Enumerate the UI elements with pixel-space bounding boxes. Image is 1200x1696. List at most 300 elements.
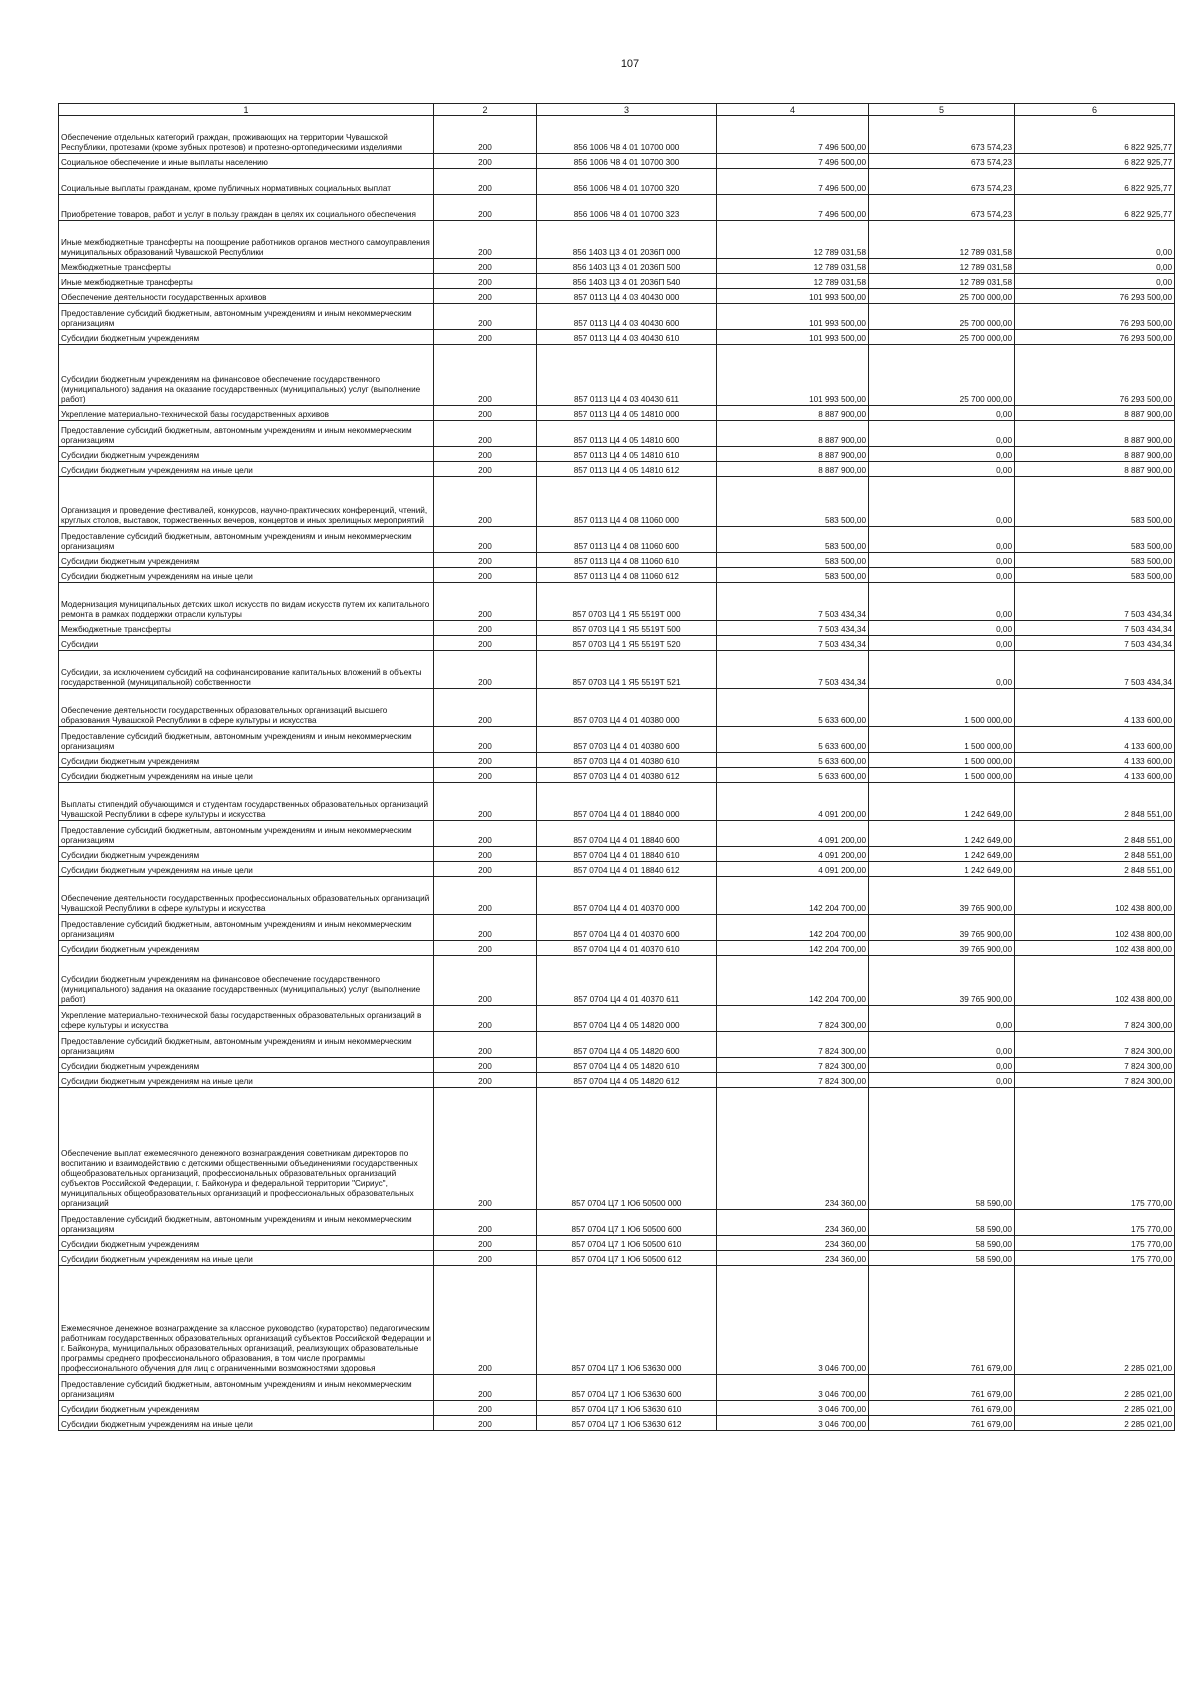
row-remaining-cell: 6 822 925,77 (1015, 116, 1175, 154)
row-code-cell: 857 0113 Ц4 4 03 40430 611 (537, 345, 717, 406)
row-remaining-cell: 102 438 800,00 (1015, 956, 1175, 1006)
row-remaining-cell: 583 500,00 (1015, 568, 1175, 583)
row-remaining-cell: 7 503 434,34 (1015, 651, 1175, 689)
row-remaining-cell: 2 848 551,00 (1015, 821, 1175, 847)
row-column2-cell: 200 (434, 274, 537, 289)
row-executed-cell: 12 789 031,58 (869, 221, 1015, 259)
row-executed-cell: 673 574,23 (869, 169, 1015, 195)
row-column2-cell: 200 (434, 477, 537, 527)
row-approved-cell: 3 046 700,00 (717, 1266, 869, 1375)
row-column2-cell: 200 (434, 345, 537, 406)
row-name-cell: Межбюджетные трансферты (59, 621, 434, 636)
row-code-cell: 857 0704 Ц4 4 01 18840 000 (537, 783, 717, 821)
row-code-cell: 857 0704 Ц7 1 Ю6 53630 600 (537, 1375, 717, 1401)
row-approved-cell: 234 360,00 (717, 1236, 869, 1251)
row-column2-cell: 200 (434, 1401, 537, 1416)
table-row (59, 1073, 1175, 1088)
budget-execution-table (58, 103, 1175, 1431)
row-approved-cell: 101 993 500,00 (717, 304, 869, 330)
row-executed-cell: 39 765 900,00 (869, 915, 1015, 941)
row-code-cell: 857 0704 Ц4 4 01 18840 600 (537, 821, 717, 847)
row-name-cell: Субсидии бюджетным учреждениям (59, 941, 434, 956)
table-row (59, 783, 1175, 821)
row-name-cell: Предоставление субсидий бюджетным, автономным учреждениям и иным некоммерческим организациям (59, 527, 434, 553)
row-executed-cell: 0,00 (869, 553, 1015, 568)
row-approved-cell: 4 091 200,00 (717, 862, 869, 877)
row-approved-cell: 142 204 700,00 (717, 915, 869, 941)
row-approved-cell: 583 500,00 (717, 553, 869, 568)
row-code-cell: 856 1403 Ц3 4 01 2036П 540 (537, 274, 717, 289)
table-row (59, 621, 1175, 636)
row-name-cell: Организация и проведение фестивалей, конкурсов, научно-практических конференций, чтений, круглых столов, выставок, торжественных вечеров, концертов и иных зрелищных мероприятий (59, 477, 434, 527)
row-column2-cell: 200 (434, 553, 537, 568)
row-executed-cell: 58 590,00 (869, 1210, 1015, 1236)
row-executed-cell: 0,00 (869, 1032, 1015, 1058)
row-name-cell: Предоставление субсидий бюджетным, автономным учреждениям и иным некоммерческим организациям (59, 1375, 434, 1401)
row-remaining-cell: 102 438 800,00 (1015, 915, 1175, 941)
row-code-cell: 857 0703 Ц4 1 Я5 5519Т 521 (537, 651, 717, 689)
table-row (59, 1088, 1175, 1210)
row-approved-cell: 7 824 300,00 (717, 1058, 869, 1073)
row-column2-cell: 200 (434, 1375, 537, 1401)
row-approved-cell: 7 496 500,00 (717, 169, 869, 195)
row-code-cell: 857 0703 Ц4 1 Я5 5519Т 500 (537, 621, 717, 636)
row-executed-cell: 0,00 (869, 447, 1015, 462)
row-name-cell: Субсидии бюджетным учреждениям на иные цели (59, 1416, 434, 1431)
row-remaining-cell: 102 438 800,00 (1015, 877, 1175, 915)
column-header-5: 5 (869, 104, 1015, 116)
row-name-cell: Предоставление субсидий бюджетным, автономным учреждениям и иным некоммерческим организациям (59, 1210, 434, 1236)
row-code-cell: 857 0703 Ц4 1 Я5 5519Т 000 (537, 583, 717, 621)
table-row (59, 289, 1175, 304)
row-name-cell: Обеспечение деятельности государственных архивов (59, 289, 434, 304)
table-row (59, 406, 1175, 421)
row-executed-cell: 39 765 900,00 (869, 877, 1015, 915)
row-name-cell: Обеспечение деятельности государственных образовательных организаций высшего образования Чувашской Республики в сфере культуры и искусства (59, 689, 434, 727)
row-executed-cell: 12 789 031,58 (869, 259, 1015, 274)
row-remaining-cell: 7 503 434,34 (1015, 583, 1175, 621)
row-approved-cell: 142 204 700,00 (717, 877, 869, 915)
row-remaining-cell: 2 285 021,00 (1015, 1375, 1175, 1401)
row-code-cell: 857 0703 Ц4 4 01 40380 610 (537, 753, 717, 768)
table-row (59, 527, 1175, 553)
row-column2-cell: 200 (434, 169, 537, 195)
row-remaining-cell: 8 887 900,00 (1015, 421, 1175, 447)
row-remaining-cell: 2 848 551,00 (1015, 847, 1175, 862)
row-remaining-cell: 7 503 434,34 (1015, 636, 1175, 651)
row-column2-cell: 200 (434, 1236, 537, 1251)
row-approved-cell: 7 503 434,34 (717, 636, 869, 651)
row-code-cell: 857 0113 Ц4 4 05 14810 610 (537, 447, 717, 462)
row-name-cell: Субсидии бюджетным учреждениям (59, 1236, 434, 1251)
row-name-cell: Социальные выплаты гражданам, кроме публичных нормативных социальных выплат (59, 169, 434, 195)
row-remaining-cell: 2 285 021,00 (1015, 1416, 1175, 1431)
row-remaining-cell: 4 133 600,00 (1015, 727, 1175, 753)
row-approved-cell: 142 204 700,00 (717, 941, 869, 956)
column-header-1: 1 (59, 104, 434, 116)
row-column2-cell: 200 (434, 1210, 537, 1236)
row-approved-cell: 12 789 031,58 (717, 221, 869, 259)
row-column2-cell: 200 (434, 406, 537, 421)
row-executed-cell: 1 242 649,00 (869, 783, 1015, 821)
row-code-cell: 857 0113 Ц4 4 08 11060 000 (537, 477, 717, 527)
table-row (59, 304, 1175, 330)
row-remaining-cell: 583 500,00 (1015, 553, 1175, 568)
row-remaining-cell: 175 770,00 (1015, 1236, 1175, 1251)
table-row (59, 1032, 1175, 1058)
table-row (59, 553, 1175, 568)
table-row (59, 753, 1175, 768)
row-column2-cell: 200 (434, 1073, 537, 1088)
row-executed-cell: 1 242 649,00 (869, 847, 1015, 862)
row-approved-cell: 8 887 900,00 (717, 462, 869, 477)
row-code-cell: 857 0113 Ц4 4 05 14810 000 (537, 406, 717, 421)
row-remaining-cell: 175 770,00 (1015, 1088, 1175, 1210)
row-executed-cell: 0,00 (869, 651, 1015, 689)
row-code-cell: 857 0703 Ц4 1 Я5 5519Т 520 (537, 636, 717, 651)
row-name-cell: Приобретение товаров, работ и услуг в пользу граждан в целях их социального обеспечения (59, 195, 434, 221)
column-header-6: 6 (1015, 104, 1175, 116)
row-code-cell: 857 0704 Ц7 1 Ю6 50500 612 (537, 1251, 717, 1266)
row-code-cell: 857 0703 Ц4 4 01 40380 600 (537, 727, 717, 753)
row-approved-cell: 5 633 600,00 (717, 727, 869, 753)
row-code-cell: 857 0704 Ц4 4 01 40370 000 (537, 877, 717, 915)
row-column2-cell: 200 (434, 447, 537, 462)
row-approved-cell: 7 503 434,34 (717, 621, 869, 636)
row-name-cell: Субсидии бюджетным учреждениям на финансовое обеспечение государственного (муниципального) задания на оказание государственных (муниципальных) услуг (выполнение работ) (59, 956, 434, 1006)
row-code-cell: 856 1403 Ц3 4 01 2036П 000 (537, 221, 717, 259)
row-remaining-cell: 76 293 500,00 (1015, 330, 1175, 345)
row-remaining-cell: 76 293 500,00 (1015, 345, 1175, 406)
row-approved-cell: 101 993 500,00 (717, 345, 869, 406)
row-column2-cell: 200 (434, 915, 537, 941)
row-approved-cell: 8 887 900,00 (717, 421, 869, 447)
row-column2-cell: 200 (434, 877, 537, 915)
table-row (59, 462, 1175, 477)
row-executed-cell: 0,00 (869, 1058, 1015, 1073)
row-code-cell: 857 0113 Ц4 4 08 11060 612 (537, 568, 717, 583)
row-remaining-cell: 6 822 925,77 (1015, 169, 1175, 195)
table-row (59, 154, 1175, 169)
table-row (59, 195, 1175, 221)
row-approved-cell: 4 091 200,00 (717, 783, 869, 821)
row-approved-cell: 8 887 900,00 (717, 406, 869, 421)
row-column2-cell: 200 (434, 583, 537, 621)
table-row (59, 583, 1175, 621)
row-executed-cell: 1 242 649,00 (869, 862, 1015, 877)
table-row (59, 768, 1175, 783)
row-column2-cell: 200 (434, 956, 537, 1006)
table-row (59, 169, 1175, 195)
row-name-cell: Субсидии бюджетным учреждениям (59, 753, 434, 768)
table-row (59, 1058, 1175, 1073)
row-column2-cell: 200 (434, 941, 537, 956)
row-name-cell: Субсидии, за исключением субсидий на софинансирование капитальных вложений в объекты государственной (муниципальной) собственности (59, 651, 434, 689)
row-code-cell: 857 0113 Ц4 4 03 40430 610 (537, 330, 717, 345)
row-executed-cell: 0,00 (869, 636, 1015, 651)
row-remaining-cell: 8 887 900,00 (1015, 406, 1175, 421)
row-executed-cell: 58 590,00 (869, 1251, 1015, 1266)
row-column2-cell: 200 (434, 847, 537, 862)
row-code-cell: 857 0704 Ц4 4 01 40370 600 (537, 915, 717, 941)
row-code-cell: 857 0704 Ц4 4 01 18840 610 (537, 847, 717, 862)
row-approved-cell: 8 887 900,00 (717, 447, 869, 462)
row-column2-cell: 200 (434, 527, 537, 553)
row-approved-cell: 7 824 300,00 (717, 1006, 869, 1032)
row-code-cell: 857 0704 Ц4 4 05 14820 612 (537, 1073, 717, 1088)
row-executed-cell: 1 500 000,00 (869, 768, 1015, 783)
row-code-cell: 857 0704 Ц7 1 Ю6 53630 610 (537, 1401, 717, 1416)
row-remaining-cell: 8 887 900,00 (1015, 447, 1175, 462)
table-header-row (59, 104, 1175, 116)
row-name-cell: Субсидии бюджетным учреждениям на иные цели (59, 768, 434, 783)
row-column2-cell: 200 (434, 753, 537, 768)
row-executed-cell: 1 500 000,00 (869, 689, 1015, 727)
row-executed-cell: 0,00 (869, 462, 1015, 477)
row-approved-cell: 5 633 600,00 (717, 689, 869, 727)
row-name-cell: Обеспечение выплат ежемесячного денежного вознаграждения советникам директоров по воспитанию и взаимодействию с детскими общественными объединениями государственных общеобразовательных организаций, профессиональных образовательных организаций субъектов Российской Федерации, г. Байконура и федеральной территории "Сириус", муниципальных общеобразовательных организаций и профессиональных образовательных организаций (59, 1088, 434, 1210)
row-name-cell: Обеспечение отдельных категорий граждан, проживающих на территории Чувашской Республики, протезами (кроме зубных протезов) и протезно-ортопедическими изделиями (59, 116, 434, 154)
row-remaining-cell: 2 848 551,00 (1015, 783, 1175, 821)
row-executed-cell: 0,00 (869, 1006, 1015, 1032)
row-code-cell: 856 1006 Ч8 4 01 10700 000 (537, 116, 717, 154)
row-remaining-cell: 76 293 500,00 (1015, 304, 1175, 330)
row-remaining-cell: 7 824 300,00 (1015, 1058, 1175, 1073)
row-name-cell: Предоставление субсидий бюджетным, автономным учреждениям и иным некоммерческим организациям (59, 727, 434, 753)
row-executed-cell: 673 574,23 (869, 116, 1015, 154)
row-executed-cell: 39 765 900,00 (869, 956, 1015, 1006)
row-column2-cell: 200 (434, 568, 537, 583)
table-row (59, 1401, 1175, 1416)
row-executed-cell: 0,00 (869, 583, 1015, 621)
row-column2-cell: 200 (434, 689, 537, 727)
row-executed-cell: 0,00 (869, 1073, 1015, 1088)
row-approved-cell: 7 824 300,00 (717, 1073, 869, 1088)
row-approved-cell: 3 046 700,00 (717, 1401, 869, 1416)
row-code-cell: 856 1006 Ч8 4 01 10700 323 (537, 195, 717, 221)
row-approved-cell: 12 789 031,58 (717, 259, 869, 274)
row-executed-cell: 39 765 900,00 (869, 941, 1015, 956)
row-approved-cell: 7 496 500,00 (717, 154, 869, 169)
column-header-4: 4 (717, 104, 869, 116)
table-row (59, 689, 1175, 727)
table-row (59, 274, 1175, 289)
row-approved-cell: 7 824 300,00 (717, 1032, 869, 1058)
row-executed-cell: 761 679,00 (869, 1375, 1015, 1401)
row-code-cell: 856 1006 Ч8 4 01 10700 300 (537, 154, 717, 169)
row-column2-cell: 200 (434, 1266, 537, 1375)
row-code-cell: 857 0704 Ц7 1 Ю6 53630 000 (537, 1266, 717, 1375)
row-remaining-cell: 7 824 300,00 (1015, 1006, 1175, 1032)
row-approved-cell: 5 633 600,00 (717, 753, 869, 768)
row-name-cell: Предоставление субсидий бюджетным, автономным учреждениям и иным некоммерческим организациям (59, 421, 434, 447)
row-approved-cell: 7 496 500,00 (717, 195, 869, 221)
row-remaining-cell: 7 824 300,00 (1015, 1073, 1175, 1088)
table-row (59, 259, 1175, 274)
row-remaining-cell: 2 285 021,00 (1015, 1266, 1175, 1375)
row-name-cell: Иные межбюджетные трансферты (59, 274, 434, 289)
row-executed-cell: 673 574,23 (869, 195, 1015, 221)
row-remaining-cell: 4 133 600,00 (1015, 689, 1175, 727)
row-name-cell: Предоставление субсидий бюджетным, автономным учреждениям и иным некоммерческим организациям (59, 1032, 434, 1058)
row-approved-cell: 234 360,00 (717, 1251, 869, 1266)
row-column2-cell: 200 (434, 421, 537, 447)
row-approved-cell: 3 046 700,00 (717, 1416, 869, 1431)
row-name-cell: Субсидии бюджетным учреждениям на иные цели (59, 462, 434, 477)
table-row (59, 636, 1175, 651)
row-approved-cell: 234 360,00 (717, 1088, 869, 1210)
table-row (59, 345, 1175, 406)
table-row (59, 862, 1175, 877)
row-code-cell: 857 0704 Ц4 4 05 14820 610 (537, 1058, 717, 1073)
table-row (59, 1266, 1175, 1375)
row-code-cell: 857 0113 Ц4 4 05 14810 600 (537, 421, 717, 447)
row-approved-cell: 7 503 434,34 (717, 583, 869, 621)
row-executed-cell: 25 700 000,00 (869, 345, 1015, 406)
table-row (59, 821, 1175, 847)
table-row (59, 421, 1175, 447)
row-executed-cell: 0,00 (869, 421, 1015, 447)
row-code-cell: 857 0704 Ц7 1 Ю6 50500 600 (537, 1210, 717, 1236)
row-column2-cell: 200 (434, 862, 537, 877)
row-column2-cell: 200 (434, 727, 537, 753)
row-remaining-cell: 8 887 900,00 (1015, 462, 1175, 477)
row-column2-cell: 200 (434, 1088, 537, 1210)
row-executed-cell: 0,00 (869, 477, 1015, 527)
table-row (59, 447, 1175, 462)
row-column2-cell: 200 (434, 621, 537, 636)
row-column2-cell: 200 (434, 783, 537, 821)
row-executed-cell: 761 679,00 (869, 1416, 1015, 1431)
row-code-cell: 857 0704 Ц7 1 Ю6 50500 610 (537, 1236, 717, 1251)
row-column2-cell: 200 (434, 259, 537, 274)
row-approved-cell: 7 496 500,00 (717, 116, 869, 154)
row-approved-cell: 7 503 434,34 (717, 651, 869, 689)
row-column2-cell: 200 (434, 651, 537, 689)
row-code-cell: 857 0113 Ц4 4 03 40430 000 (537, 289, 717, 304)
row-name-cell: Субсидии бюджетным учреждениям (59, 847, 434, 862)
table-row (59, 915, 1175, 941)
row-name-cell: Предоставление субсидий бюджетным, автономным учреждениям и иным некоммерческим организациям (59, 821, 434, 847)
table-row (59, 477, 1175, 527)
row-name-cell: Укрепление материально-технической базы государственных образовательных организаций в сфере культуры и искусства (59, 1006, 434, 1032)
row-column2-cell: 200 (434, 636, 537, 651)
row-executed-cell: 1 500 000,00 (869, 753, 1015, 768)
row-executed-cell: 1 242 649,00 (869, 821, 1015, 847)
row-code-cell: 857 0704 Ц4 4 05 14820 600 (537, 1032, 717, 1058)
row-name-cell: Субсидии бюджетным учреждениям (59, 553, 434, 568)
row-name-cell: Субсидии (59, 636, 434, 651)
row-code-cell: 857 0704 Ц4 4 05 14820 000 (537, 1006, 717, 1032)
row-name-cell: Выплаты стипендий обучающимся и студентам государственных образовательных организаций Чувашской Республики в сфере культуры и искусства (59, 783, 434, 821)
row-column2-cell: 200 (434, 1251, 537, 1266)
page-number: 107 (620, 58, 640, 70)
row-executed-cell: 12 789 031,58 (869, 274, 1015, 289)
row-approved-cell: 583 500,00 (717, 568, 869, 583)
table-row (59, 221, 1175, 259)
row-remaining-cell: 0,00 (1015, 259, 1175, 274)
row-executed-cell: 58 590,00 (869, 1088, 1015, 1210)
table-row (59, 727, 1175, 753)
table-row (59, 1416, 1175, 1431)
row-remaining-cell: 2 848 551,00 (1015, 862, 1175, 877)
table-row (59, 651, 1175, 689)
table-row (59, 956, 1175, 1006)
row-code-cell: 857 0704 Ц7 1 Ю6 53630 612 (537, 1416, 717, 1431)
row-executed-cell: 673 574,23 (869, 154, 1015, 169)
table-row (59, 941, 1175, 956)
row-column2-cell: 200 (434, 462, 537, 477)
row-name-cell: Иные межбюджетные трансферты на поощрение работников органов местного самоуправления муниципальных образований Чувашской Республики (59, 221, 434, 259)
row-column2-cell: 200 (434, 821, 537, 847)
row-remaining-cell: 4 133 600,00 (1015, 753, 1175, 768)
row-remaining-cell: 102 438 800,00 (1015, 941, 1175, 956)
row-name-cell: Укрепление материально-технической базы государственных архивов (59, 406, 434, 421)
row-name-cell: Субсидии бюджетным учреждениям на иные цели (59, 1251, 434, 1266)
row-executed-cell: 25 700 000,00 (869, 330, 1015, 345)
table-row (59, 1210, 1175, 1236)
row-executed-cell: 25 700 000,00 (869, 289, 1015, 304)
row-name-cell: Межбюджетные трансферты (59, 259, 434, 274)
row-code-cell: 857 0113 Ц4 4 05 14810 612 (537, 462, 717, 477)
row-name-cell: Субсидии бюджетным учреждениям (59, 447, 434, 462)
row-column2-cell: 200 (434, 304, 537, 330)
table-row (59, 116, 1175, 154)
row-code-cell: 857 0703 Ц4 4 01 40380 612 (537, 768, 717, 783)
table-body (59, 116, 1175, 1431)
row-code-cell: 857 0113 Ц4 4 03 40430 600 (537, 304, 717, 330)
table-row (59, 330, 1175, 345)
row-name-cell: Модернизация муниципальных детских школ искусств по видам искусств путем их капитального ремонта в рамках поддержки отрасли культуры (59, 583, 434, 621)
row-remaining-cell: 4 133 600,00 (1015, 768, 1175, 783)
row-approved-cell: 12 789 031,58 (717, 274, 869, 289)
row-approved-cell: 583 500,00 (717, 477, 869, 527)
row-code-cell: 857 0704 Ц4 4 01 18840 612 (537, 862, 717, 877)
row-column2-cell: 200 (434, 289, 537, 304)
row-column2-cell: 200 (434, 1416, 537, 1431)
row-column2-cell: 200 (434, 1058, 537, 1073)
row-remaining-cell: 6 822 925,77 (1015, 154, 1175, 169)
row-remaining-cell: 0,00 (1015, 274, 1175, 289)
row-name-cell: Субсидии бюджетным учреждениям (59, 330, 434, 345)
row-code-cell: 856 1006 Ч8 4 01 10700 320 (537, 169, 717, 195)
row-executed-cell: 25 700 000,00 (869, 304, 1015, 330)
row-column2-cell: 200 (434, 116, 537, 154)
row-code-cell: 857 0704 Ц7 1 Ю6 50500 000 (537, 1088, 717, 1210)
row-code-cell: 857 0113 Ц4 4 08 11060 610 (537, 553, 717, 568)
row-name-cell: Субсидии бюджетным учреждениям на иные цели (59, 1073, 434, 1088)
row-code-cell: 857 0704 Ц4 4 01 40370 610 (537, 941, 717, 956)
table-row (59, 847, 1175, 862)
row-name-cell: Субсидии бюджетным учреждениям на иные цели (59, 568, 434, 583)
row-name-cell: Субсидии бюджетным учреждениям на финансовое обеспечение государственного (муниципального) задания на оказание государственных (муниципальных) услуг (выполнение работ) (59, 345, 434, 406)
row-column2-cell: 200 (434, 330, 537, 345)
row-remaining-cell: 7 824 300,00 (1015, 1032, 1175, 1058)
table-row (59, 877, 1175, 915)
row-column2-cell: 200 (434, 195, 537, 221)
row-column2-cell: 200 (434, 221, 537, 259)
row-executed-cell: 1 500 000,00 (869, 727, 1015, 753)
row-approved-cell: 4 091 200,00 (717, 821, 869, 847)
row-remaining-cell: 175 770,00 (1015, 1210, 1175, 1236)
row-code-cell: 857 0704 Ц4 4 01 40370 611 (537, 956, 717, 1006)
row-executed-cell: 0,00 (869, 406, 1015, 421)
table-row (59, 1006, 1175, 1032)
table-row (59, 1251, 1175, 1266)
row-remaining-cell: 7 503 434,34 (1015, 621, 1175, 636)
row-column2-cell: 200 (434, 768, 537, 783)
row-executed-cell: 761 679,00 (869, 1401, 1015, 1416)
